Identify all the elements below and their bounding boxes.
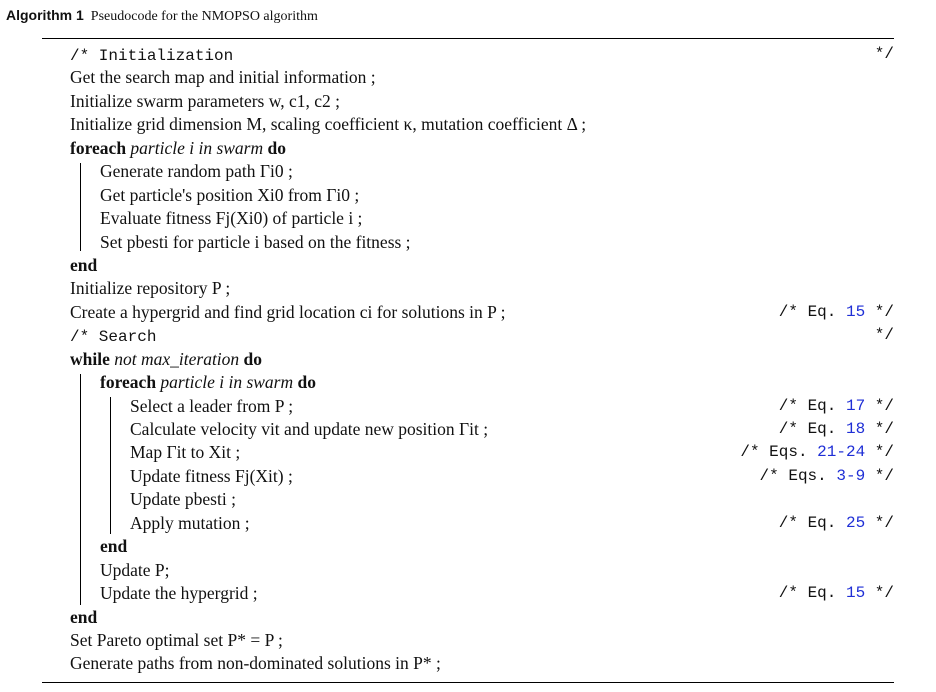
line-pareto: Set Pareto optimal set P* = P ; — [70, 629, 283, 650]
eq-ref-18[interactable]: 18 — [845, 420, 866, 438]
eq-comment-18: /* Eq. 18 */ — [778, 420, 894, 438]
top-rule — [42, 38, 894, 39]
block-bar-while — [80, 374, 81, 605]
kw-do: do — [267, 137, 286, 158]
line-end-1 — [70, 254, 894, 277]
line-init-repo: Initialize repository P ; — [70, 278, 231, 299]
block-bar-foreach-init — [80, 163, 81, 251]
line-set-pbest: Set pbesti for particle i based on the fitness ; — [100, 231, 411, 252]
caption-text: Pseudocode for the NMOPSO algorithm — [90, 9, 318, 24]
kw-end: end — [70, 254, 98, 275]
eq-ref-3-9[interactable]: 3-9 — [836, 466, 866, 485]
line-update-grid — [70, 582, 894, 605]
eq-comment-17: /* Eq. 17 */ — [778, 396, 894, 415]
block-bar-foreach-search — [110, 397, 111, 534]
eq-ref-25[interactable]: 25 — [845, 513, 866, 532]
line-update-repo: Update P; — [100, 559, 170, 580]
line-swarm-params — [70, 90, 894, 113]
mutation-text: Apply mutation ; — [130, 512, 250, 533]
update-fitness-text: Update fitness Fj(Xit) ; — [130, 465, 293, 486]
line-foreach-init — [70, 137, 894, 160]
line-map — [70, 441, 894, 464]
algorithm-caption — [6, 6, 318, 26]
kw-end-while: end — [70, 606, 98, 627]
eq-comment-15: /* Eq. 15 */ — [778, 302, 894, 321]
line-while — [70, 348, 894, 371]
line-position: Get particle's position Xi0 from Γi0 ; — [100, 184, 360, 205]
kw-while: while — [70, 348, 110, 369]
line-generate-paths: Generate paths from non-dominated solutions in P* ; — [70, 653, 441, 674]
line-eval-fitness: Evaluate fitness Fj(Xi0) of particle i ; — [100, 208, 363, 229]
eq-ref-17[interactable]: 17 — [845, 396, 866, 415]
line-update-fitness — [70, 465, 894, 488]
line-end-while — [70, 606, 894, 629]
eq-comment-15b: /* Eq. 15 */ — [778, 584, 894, 603]
kw-do-inner: do — [297, 372, 316, 393]
line-foreach-search — [70, 371, 894, 394]
line-grid-dim: Initialize grid dimension M, scaling coefficient κ, mutation coefficient Δ ; — [70, 114, 587, 135]
kw-end-inner: end — [100, 536, 128, 557]
hypergrid-text: Create a hypergrid and find grid location ci for solutions in P ; — [70, 301, 506, 322]
eq-ref-15b[interactable]: 15 — [845, 584, 866, 603]
kw-foreach-inner: foreach — [100, 372, 157, 393]
kw-do-while: do — [243, 348, 263, 369]
line-hypergrid — [70, 301, 894, 324]
kw-foreach: foreach — [70, 137, 127, 158]
algorithm-body — [70, 43, 894, 676]
comment-close: */ — [874, 45, 894, 63]
eq-comment-25: /* Eq. 25 */ — [778, 513, 894, 532]
loop-condition: not max_iteration — [114, 348, 240, 369]
select-leader-text: Select a leader from P ; — [130, 395, 294, 416]
comment-init: /* Initialization — [70, 47, 234, 65]
loop-particle-inner: particle i in swarm — [160, 372, 294, 393]
comment-search: /* Search — [70, 328, 157, 347]
velocity-text: Calculate velocity vit and update new position Γit ; — [130, 419, 489, 439]
eq-ref-21-24[interactable]: 21-24 — [817, 443, 866, 462]
line-select-leader — [70, 395, 894, 418]
line-end-inner — [70, 535, 894, 558]
bottom-rule — [42, 682, 894, 683]
loop-particle: particle i in swarm — [130, 137, 264, 158]
map-text: Map Γit to Xit ; — [130, 442, 241, 463]
line-init-comment — [70, 43, 894, 66]
eq-comment-3-9: /* Eqs. 3-9 */ — [759, 466, 894, 485]
eq-ref-15[interactable]: 15 — [845, 302, 866, 321]
line-update-pbest: Update pbesti ; — [130, 489, 236, 510]
line-get-map: Get the search map and initial information ; — [70, 67, 376, 88]
comment-close-search: */ — [874, 326, 894, 345]
line-velocity — [70, 418, 894, 441]
eq-comment-21-24: /* Eqs. 21-24 */ — [740, 443, 894, 462]
line-random-path: Generate random path Γi0 ; — [100, 161, 293, 182]
update-grid-text: Update the hypergrid ; — [100, 583, 258, 604]
swarm-params-text: Initialize swarm parameters w, c1, c2 ; — [70, 90, 341, 111]
line-mutation — [70, 512, 894, 535]
caption-label: Algorithm 1 — [6, 7, 84, 23]
line-search-comment — [70, 324, 894, 347]
